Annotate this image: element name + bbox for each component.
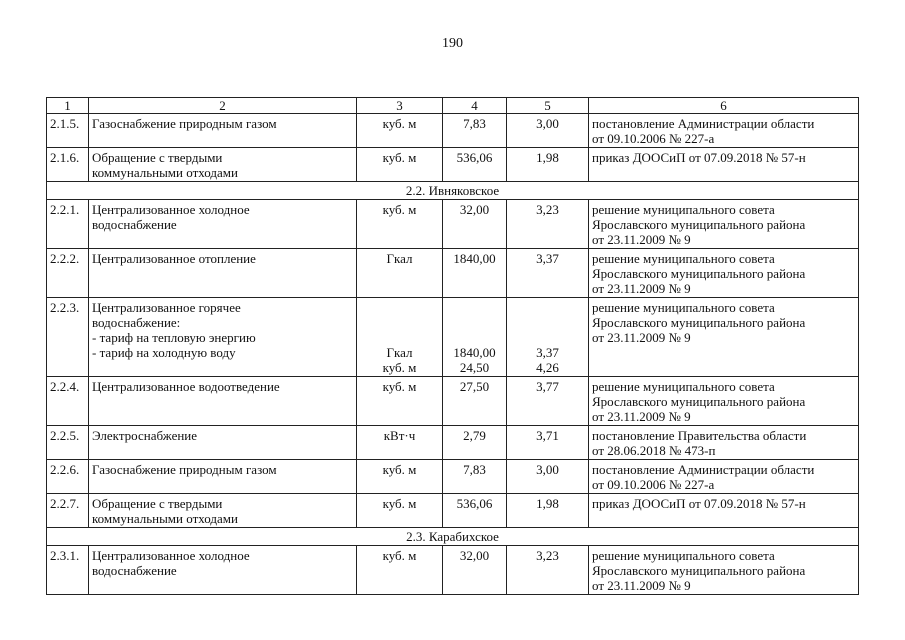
header-cell: 1 xyxy=(47,98,89,114)
unit-of-measure: куб. м xyxy=(357,114,443,148)
consumption-value: 2,79 xyxy=(443,426,507,460)
index-value: 3,00 xyxy=(507,460,589,494)
table-row xyxy=(47,377,859,426)
table-row xyxy=(47,494,859,528)
section-header-row xyxy=(47,182,859,200)
table-row xyxy=(47,249,859,298)
table-row xyxy=(47,298,859,377)
index-value: 3,37 xyxy=(507,249,589,298)
table-row xyxy=(47,460,859,494)
table-header-row xyxy=(47,98,859,114)
consumption-value: 32,00 xyxy=(443,200,507,249)
tariff-table-body xyxy=(47,98,859,595)
index-value: 1,98 xyxy=(507,148,589,182)
index-value: 3,37 4,26 xyxy=(507,298,589,377)
row-number: 2.2.2. xyxy=(47,249,89,298)
row-number: 2.2.3. xyxy=(47,298,89,377)
table-row xyxy=(47,200,859,249)
consumption-value: 27,50 xyxy=(443,377,507,426)
table-row xyxy=(47,114,859,148)
table-row xyxy=(47,148,859,182)
index-value: 3,23 xyxy=(507,546,589,595)
header-cell: 6 xyxy=(589,98,859,114)
index-value: 3,77 xyxy=(507,377,589,426)
header-cell: 2 xyxy=(89,98,357,114)
service-name: Газоснабжение природным газом xyxy=(89,114,357,148)
service-name: Централизованное холодное водоснабжение xyxy=(89,200,357,249)
legal-basis: решение муниципального совета Ярославского муниципального района от 23.11.2009 № 9 xyxy=(589,546,859,595)
unit-of-measure: куб. м xyxy=(357,200,443,249)
consumption-value: 7,83 xyxy=(443,460,507,494)
row-number: 2.1.5. xyxy=(47,114,89,148)
index-value: 3,23 xyxy=(507,200,589,249)
unit-of-measure: куб. м xyxy=(357,460,443,494)
header-cell: 4 xyxy=(443,98,507,114)
consumption-value: 1840,00 24,50 xyxy=(443,298,507,377)
legal-basis: приказ ДООСиП от 07.09.2018 № 57-н xyxy=(589,494,859,528)
legal-basis: постановление Администрации области от 09.10.2006 № 227-а xyxy=(589,460,859,494)
consumption-value: 536,06 xyxy=(443,494,507,528)
unit-of-measure: кВт·ч xyxy=(357,426,443,460)
service-name: Обращение с твердыми коммунальными отходами xyxy=(89,148,357,182)
legal-basis: решение муниципального совета Ярославского муниципального района от 23.11.2009 № 9 xyxy=(589,377,859,426)
row-number: 2.2.6. xyxy=(47,460,89,494)
service-name: Газоснабжение природным газом xyxy=(89,460,357,494)
consumption-value: 32,00 xyxy=(443,546,507,595)
row-number: 2.2.7. xyxy=(47,494,89,528)
legal-basis: решение муниципального совета Ярославского муниципального района от 23.11.2009 № 9 xyxy=(589,200,859,249)
legal-basis: приказ ДООСиП от 07.09.2018 № 57-н xyxy=(589,148,859,182)
index-value: 3,71 xyxy=(507,426,589,460)
header-cell: 5 xyxy=(507,98,589,114)
unit-of-measure: Гкал xyxy=(357,249,443,298)
page-number: 190 xyxy=(442,36,463,51)
section-title: 2.3. Карабихское xyxy=(47,528,859,546)
service-name: Централизованное горячее водоснабжение: - тариф на тепловую энергию - тариф на холодную воду xyxy=(89,298,357,377)
section-title: 2.2. Ивняковское xyxy=(47,182,859,200)
service-name: Централизованное водоотведение xyxy=(89,377,357,426)
row-number: 2.2.4. xyxy=(47,377,89,426)
service-name: Электроснабжение xyxy=(89,426,357,460)
table-row xyxy=(47,546,859,595)
row-number: 2.3.1. xyxy=(47,546,89,595)
legal-basis: решение муниципального совета Ярославского муниципального района от 23.11.2009 № 9 xyxy=(589,298,859,377)
legal-basis: постановление Администрации области от 09.10.2006 № 227-а xyxy=(589,114,859,148)
consumption-value: 536,06 xyxy=(443,148,507,182)
section-header-row xyxy=(47,528,859,546)
consumption-value: 1840,00 xyxy=(443,249,507,298)
row-number: 2.2.5. xyxy=(47,426,89,460)
row-number: 2.2.1. xyxy=(47,200,89,249)
row-number: 2.1.6. xyxy=(47,148,89,182)
service-name: Централизованное отопление xyxy=(89,249,357,298)
legal-basis: постановление Правительства области от 28.06.2018 № 473-п xyxy=(589,426,859,460)
header-cell: 3 xyxy=(357,98,443,114)
index-value: 3,00 xyxy=(507,114,589,148)
unit-of-measure: куб. м xyxy=(357,148,443,182)
service-name: Централизованное холодное водоснабжение xyxy=(89,546,357,595)
service-name: Обращение с твердыми коммунальными отходами xyxy=(89,494,357,528)
unit-of-measure: куб. м xyxy=(357,546,443,595)
tariff-table xyxy=(46,97,859,595)
consumption-value: 7,83 xyxy=(443,114,507,148)
unit-of-measure: куб. м xyxy=(357,494,443,528)
unit-of-measure: Гкал куб. м xyxy=(357,298,443,377)
legal-basis: решение муниципального совета Ярославского муниципального района от 23.11.2009 № 9 xyxy=(589,249,859,298)
table-row xyxy=(47,426,859,460)
index-value: 1,98 xyxy=(507,494,589,528)
unit-of-measure: куб. м xyxy=(357,377,443,426)
